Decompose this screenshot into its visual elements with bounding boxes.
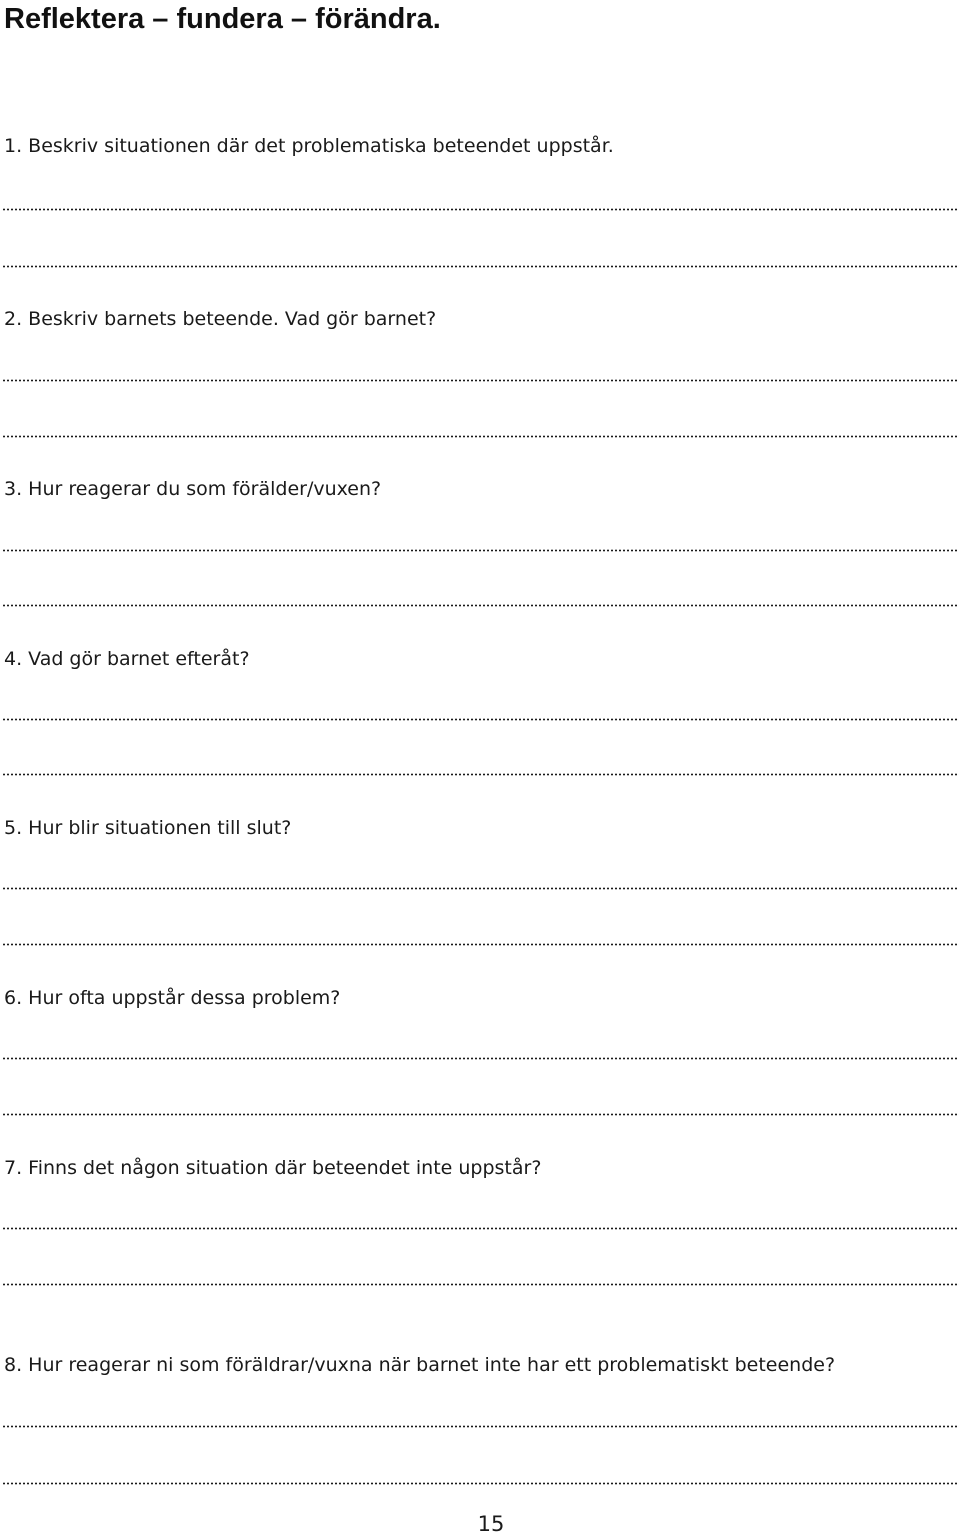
answer-line-6b[interactable] <box>2 1113 958 1116</box>
question-4-label: 4. Vad gör barnet efteråt? <box>4 648 250 670</box>
question-8-label: 8. Hur reagerar ni som föräldrar/vuxna när barnet inte har ett problematiskt beteende? <box>4 1354 836 1376</box>
question-6-label: 6. Hur ofta uppstår dessa problem? <box>4 987 341 1009</box>
answer-line-2b[interactable] <box>2 435 958 438</box>
question-3-label: 3. Hur reagerar du som förälder/vuxen? <box>4 478 382 500</box>
answer-line-5a[interactable] <box>2 887 958 890</box>
question-1-label: 1. Beskriv situationen där det problematiska beteendet uppstår. <box>4 135 614 157</box>
page-title: Reflektera – fundera – förändra. <box>4 3 441 35</box>
answer-line-3a[interactable] <box>2 549 958 552</box>
answer-line-7b[interactable] <box>2 1283 958 1286</box>
answer-line-2a[interactable] <box>2 379 958 382</box>
question-5-label: 5. Hur blir situationen till slut? <box>4 817 292 839</box>
answer-line-5b[interactable] <box>2 943 958 946</box>
answer-line-8a[interactable] <box>2 1425 958 1428</box>
question-2-label: 2. Beskriv barnets beteende. Vad gör barnet? <box>4 308 437 330</box>
answer-line-1a[interactable] <box>2 208 958 211</box>
answer-line-8b[interactable] <box>2 1482 958 1485</box>
page-number: 15 <box>477 1512 505 1536</box>
answer-line-4b[interactable] <box>2 773 958 776</box>
answer-line-1b[interactable] <box>2 265 958 268</box>
answer-line-3b[interactable] <box>2 604 958 607</box>
answer-line-7a[interactable] <box>2 1227 958 1230</box>
answer-line-4a[interactable] <box>2 718 958 721</box>
question-7-label: 7. Finns det någon situation där beteendet inte uppstår? <box>4 1157 542 1179</box>
answer-line-6a[interactable] <box>2 1057 958 1060</box>
